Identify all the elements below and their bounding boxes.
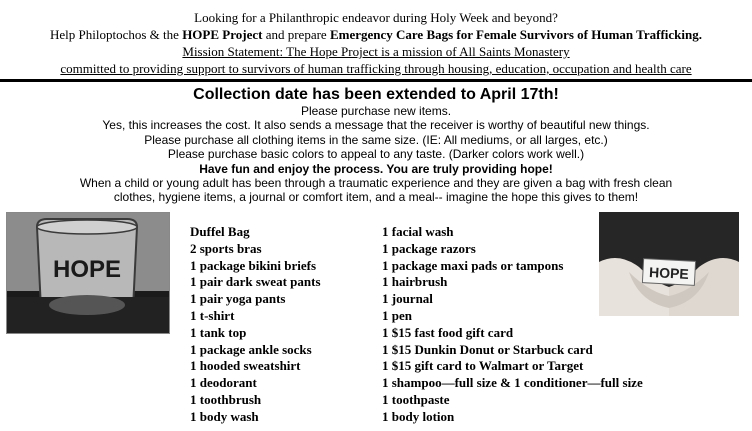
list-item: 1 journal	[382, 291, 433, 307]
list-item: 1 package bikini briefs	[190, 257, 317, 273]
notice-line-1: Please purchase new items.	[300, 104, 452, 118]
list-item: 1 toothbrush	[190, 391, 262, 407]
glass-hope-text: HOPE	[52, 256, 122, 283]
list-item: 1 $15 fast food gift card	[382, 324, 514, 340]
card-hope-text: HOPE	[648, 263, 690, 283]
list-item: 1 shampoo—full size & 1 conditioner—full size	[382, 375, 643, 391]
list-item: 1 toothpaste	[382, 391, 450, 407]
list-item: 1 pen	[382, 307, 412, 323]
list-item: 2 sports bras	[190, 240, 262, 256]
closing-line-1: When a child or young adult has been through a traumatic experience and they are given a bag with fresh clean	[79, 176, 673, 191]
list-item: 1 deodorant	[190, 375, 257, 391]
notice-line-2: Yes, this increases the cost. It also sends a message that the receiver is worthy of beautiful new things.	[102, 118, 650, 133]
closing-line-2: clothes, hygiene items, a journal or comfort item, and a meal-- imagine the hope this gives to them!	[113, 190, 639, 205]
list-item: Duffel Bag	[190, 224, 250, 239]
supply-list-right	[382, 224, 643, 426]
header-intro-line: Looking for a Philanthropic endeavor during Holy Week and beyond?	[194, 10, 558, 25]
list-item: 1 hairbrush	[382, 274, 448, 290]
notice-line-3: Please purchase all clothing items in the same size. (IE: All mediums, or all larges, etc.)	[144, 132, 608, 147]
list-item: 1 $15 Dunkin Donut or Starbuck card	[382, 341, 593, 357]
notice-line-4: Please purchase basic colors to appeal to any taste. (Darker colors work well.)	[167, 147, 585, 162]
mission-statement-line2: committed to providing support to survivors of human trafficking through housing, education, occupation and health care	[60, 61, 692, 76]
header-call-to-action	[0, 26, 752, 43]
emergency-bags-title: Emergency Care Bags for Female Survivors of Human Trafficking.	[329, 27, 702, 42]
notice-bold-line: Have fun and enjoy the process. You are truly providing hope!	[199, 161, 553, 176]
list-item: 1 $15 gift card to Walmart or Target	[382, 358, 584, 374]
list-item: 1 tank top	[190, 324, 247, 340]
list-item: 1 body lotion	[382, 408, 455, 424]
list-item: 1 package maxi pads or tampons	[382, 257, 564, 273]
list-item: 1 pair yoga pants	[190, 291, 286, 307]
mission-statement-line1: Mission Statement: The Hope Project is a mission of All Saints Monastery	[182, 44, 570, 59]
notice-section	[0, 85, 752, 205]
list-item: 1 package ankle socks	[190, 341, 312, 357]
list-item: 1 facial wash	[382, 224, 454, 239]
collection-date-headline: Collection date has been extended to April 17th!	[193, 86, 559, 103]
list-item: 1 hooded sweatshirt	[190, 358, 301, 374]
hope-candle-glass-image	[6, 212, 170, 334]
header-line2-prefix: Help Philoptochos & the	[50, 27, 183, 42]
list-item: 1 body wash	[190, 408, 259, 424]
flyer-header	[0, 9, 752, 77]
supply-list-left	[190, 224, 321, 426]
list-item: 1 pair dark sweat pants	[190, 274, 321, 290]
list-item: 1 package razors	[382, 240, 476, 256]
list-item: 1 t-shirt	[190, 307, 235, 323]
hope-project-name: HOPE Project	[182, 27, 263, 42]
header-divider	[0, 79, 752, 82]
header-line2-middle: and prepare	[262, 27, 330, 42]
